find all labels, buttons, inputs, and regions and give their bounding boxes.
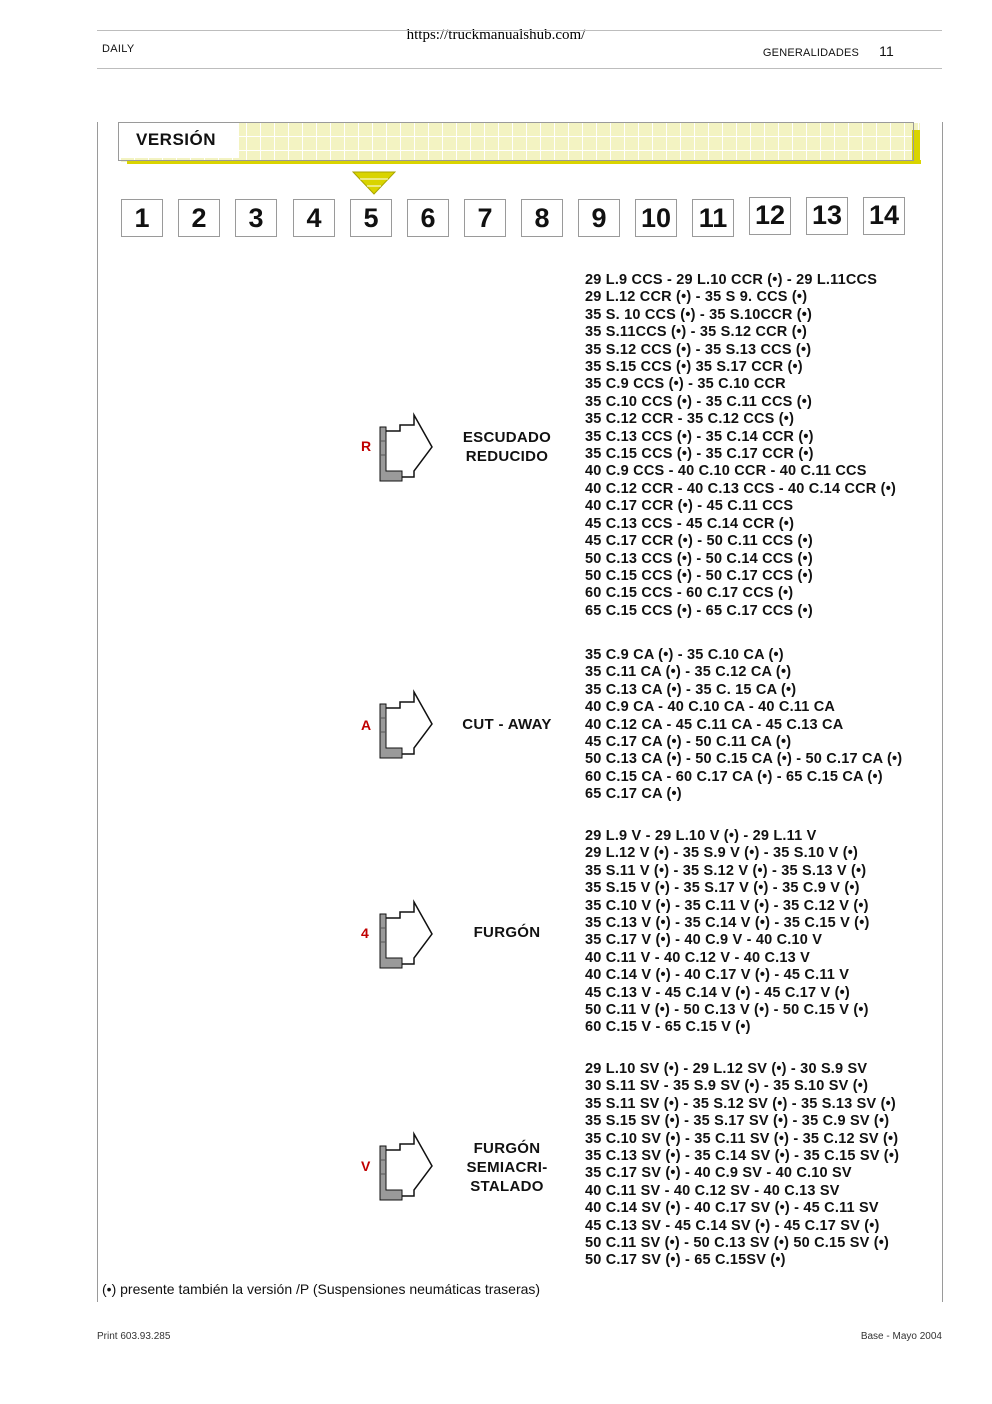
list-item: 35 C.17 V (•) - 40 C.9 V - 40 C.10 V [585,932,823,949]
arrow-right-icon [378,688,434,760]
header-rule-top [97,30,942,31]
list-item: 40 C.11 SV - 40 C.12 SV - 40 C.13 SV [585,1182,840,1199]
list-item: 35 C.10 SV (•) - 35 C.11 SV (•) - 35 C.12 SV (•) [585,1130,899,1147]
arrow-right-icon [378,411,434,483]
footer-edition: Base - Mayo 2004 [860,1331,942,1342]
list-item: 35 C.12 CCR - 35 C.12 CCS (•) [585,411,795,428]
list-item: 40 C.12 CCR - 40 C.13 CCS - 40 C.14 CCR (•) [585,480,897,497]
list-item: 35 S.15 CCS (•) 35 S.17 CCR (•) [585,359,803,376]
list-item: 29 L.9 CCS - 29 L.10 CCR (•) - 29 L.11CCS [585,272,878,288]
section-label-r: ESCUDADO REDUCIDO [462,429,552,465]
list-item: 35 C.15 CCS (•) - 35 C.17 CCR (•) [585,446,814,463]
header-rule-bottom [97,68,942,69]
list-item: 50 C.17 SV (•) - 65 C.15SV (•) [585,1252,786,1269]
section-code-r: R [361,438,372,454]
version-2[interactable]: 2 [178,199,220,237]
version-12[interactable]: 12 [749,197,791,235]
frame-right [942,122,943,1302]
version-6[interactable]: 6 [407,199,449,237]
list-item: 40 C.9 CA - 40 C.10 CA - 40 C.11 CA [585,699,836,716]
list-item: 40 C.17 CCR (•) - 45 C.11 CCS [585,498,794,515]
list-item: 45 C.17 CA (•) - 50 C.11 CA (•) [585,734,792,751]
list-item: 35 S.11CCS (•) - 35 S.12 CCR (•) [585,324,808,341]
list-item: 40 C.14 V (•) - 40 C.17 V (•) - 45 C.11 V [585,967,850,984]
section-label-4: FURGÓN [473,924,541,941]
version-box [118,122,914,161]
footer-print-code: Print 603.93.285 [97,1331,171,1342]
version-8[interactable]: 8 [521,199,563,237]
list-item: 65 C.17 CA (•) [585,786,682,803]
section-label-a: CUT - AWAY [462,716,552,733]
list-item: 29 L.12 V (•) - 35 S.9 V (•) - 35 S.10 V (•) [585,845,859,862]
list-item: 50 C.11 V (•) - 50 C.13 V (•) - 50 C.15 V (•) [585,1002,869,1019]
list-item: 29 L.12 CCR (•) - 35 S 9. CCS (•) [585,289,808,306]
version-3[interactable]: 3 [235,199,277,237]
list-item: 35 C.13 CA (•) - 35 C. 15 CA (•) [585,681,797,698]
arrow-right-icon [378,898,434,970]
version-title: VERSIÓN [136,130,217,149]
list-item: 40 C.11 V - 40 C.12 V - 40 C.13 V [585,949,811,966]
list-item: 35 S.11 SV (•) - 35 S.12 SV (•) - 35 S.13 SV (•) [585,1095,896,1112]
model-list-r [585,272,896,620]
frame-left [97,122,98,1302]
list-item: 45 C.17 CCR (•) - 50 C.11 CCS (•) [585,533,813,550]
section-code-4: 4 [361,925,369,941]
list-item: 35 S. 10 CCS (•) - 35 S.10CCR (•) [585,306,813,323]
version-4[interactable]: 4 [293,199,335,237]
model-list-v [585,1061,899,1270]
list-item: 35 C.10 CCS (•) - 35 C.11 CCS (•) [585,393,813,410]
model-list-4 [585,828,870,1037]
list-item: 35 C.13 SV (•) - 35 C.14 SV (•) - 35 C.15 SV (•) [585,1148,900,1165]
list-item: 29 L.10 SV (•) - 29 L.12 SV (•) - 30 S.9 SV [585,1061,868,1077]
version-14[interactable]: 14 [863,197,905,235]
section-code-v: V [361,1158,371,1174]
list-item: 40 C.14 SV (•) - 40 C.17 SV (•) - 45 C.11 SV [585,1200,879,1217]
version-7[interactable]: 7 [464,199,506,237]
list-item: 30 S.11 SV - 35 S.9 SV (•) - 35 S.10 SV (•) [585,1078,869,1095]
list-item: 35 S.11 V (•) - 35 S.12 V (•) - 35 S.13 V (•) [585,862,867,879]
page-number: 11 [879,43,894,59]
version-11[interactable]: 11 [692,199,734,237]
selected-version-marker-icon [352,171,396,195]
model-list-a [585,647,902,804]
list-item: 50 C.11 SV (•) - 50 C.13 SV (•) 50 C.15 SV (•) [585,1235,890,1252]
list-item: 35 S.15 V (•) - 35 S.17 V (•) - 35 C.9 V (•) [585,880,860,897]
list-item: 45 C.13 V - 45 C.14 V (•) - 45 C.17 V (•) [585,984,850,1001]
list-item: 35 C.9 CA (•) - 35 C.10 CA (•) [585,647,784,663]
list-item: 35 S.15 SV (•) - 35 S.17 SV (•) - 35 C.9 SV (•) [585,1113,890,1130]
list-item: 65 C.15 CCS (•) - 65 C.17 CCS (•) [585,602,813,619]
version-10[interactable]: 10 [635,199,677,237]
version-1[interactable]: 1 [121,199,163,237]
list-item: 35 C.13 CCS (•) - 35 C.14 CCR (•) [585,428,814,445]
header-section: GENERALIDADES [762,47,860,59]
list-item: 60 C.15 V - 65 C.15 V (•) [585,1019,751,1036]
list-item: 29 L.9 V - 29 L.10 V (•) - 29 L.11 V [585,828,817,844]
footnote: (•) presente también la versión /P (Suspensiones neumáticas traseras) [102,1281,541,1297]
list-item: 35 C.17 SV (•) - 40 C.9 SV - 40 C.10 SV [585,1165,852,1182]
list-item: 60 C.15 CCS - 60 C.17 CCS (•) [585,585,794,602]
list-item: 35 S.12 CCS (•) - 35 S.13 CCS (•) [585,341,812,358]
section-label-v: FURGÓN SEMIACRI- STALADO [466,1140,548,1195]
list-item: 50 C.15 CCS (•) - 50 C.17 CCS (•) [585,567,813,584]
list-item: 35 C.13 V (•) - 35 C.14 V (•) - 35 C.15 V (•) [585,915,870,932]
version-5[interactable]: 5 [350,199,392,237]
list-item: 60 C.15 CA - 60 C.17 CA (•) - 65 C.15 CA (•) [585,768,883,785]
version-9[interactable]: 9 [578,199,620,237]
source-url[interactable]: https://truckmanualshub.com/ [406,27,586,43]
header-left: DAILY [102,43,135,55]
header-right [763,43,894,59]
list-item: 35 C.10 V (•) - 35 C.11 V (•) - 35 C.12 V (•) [585,897,869,914]
arrow-right-icon [378,1130,434,1202]
list-item: 50 C.13 CCS (•) - 50 C.14 CCS (•) [585,550,813,567]
list-item: 40 C.9 CCS - 40 C.10 CCR - 40 C.11 CCS [585,463,867,480]
list-item: 45 C.13 CCS - 45 C.14 CCR (•) [585,515,795,532]
list-item: 45 C.13 SV - 45 C.14 SV (•) - 45 C.17 SV (•) [585,1217,880,1234]
section-code-a: A [361,717,372,733]
list-item: 50 C.13 CA (•) - 50 C.15 CA (•) - 50 C.17 CA (•) [585,751,903,768]
list-item: 40 C.12 CA - 45 C.11 CA - 45 C.13 CA [585,716,844,733]
version-13[interactable]: 13 [806,197,848,235]
list-item: 35 C.11 CA (•) - 35 C.12 CA (•) [585,664,792,681]
list-item: 35 C.9 CCS (•) - 35 C.10 CCR [585,376,786,393]
